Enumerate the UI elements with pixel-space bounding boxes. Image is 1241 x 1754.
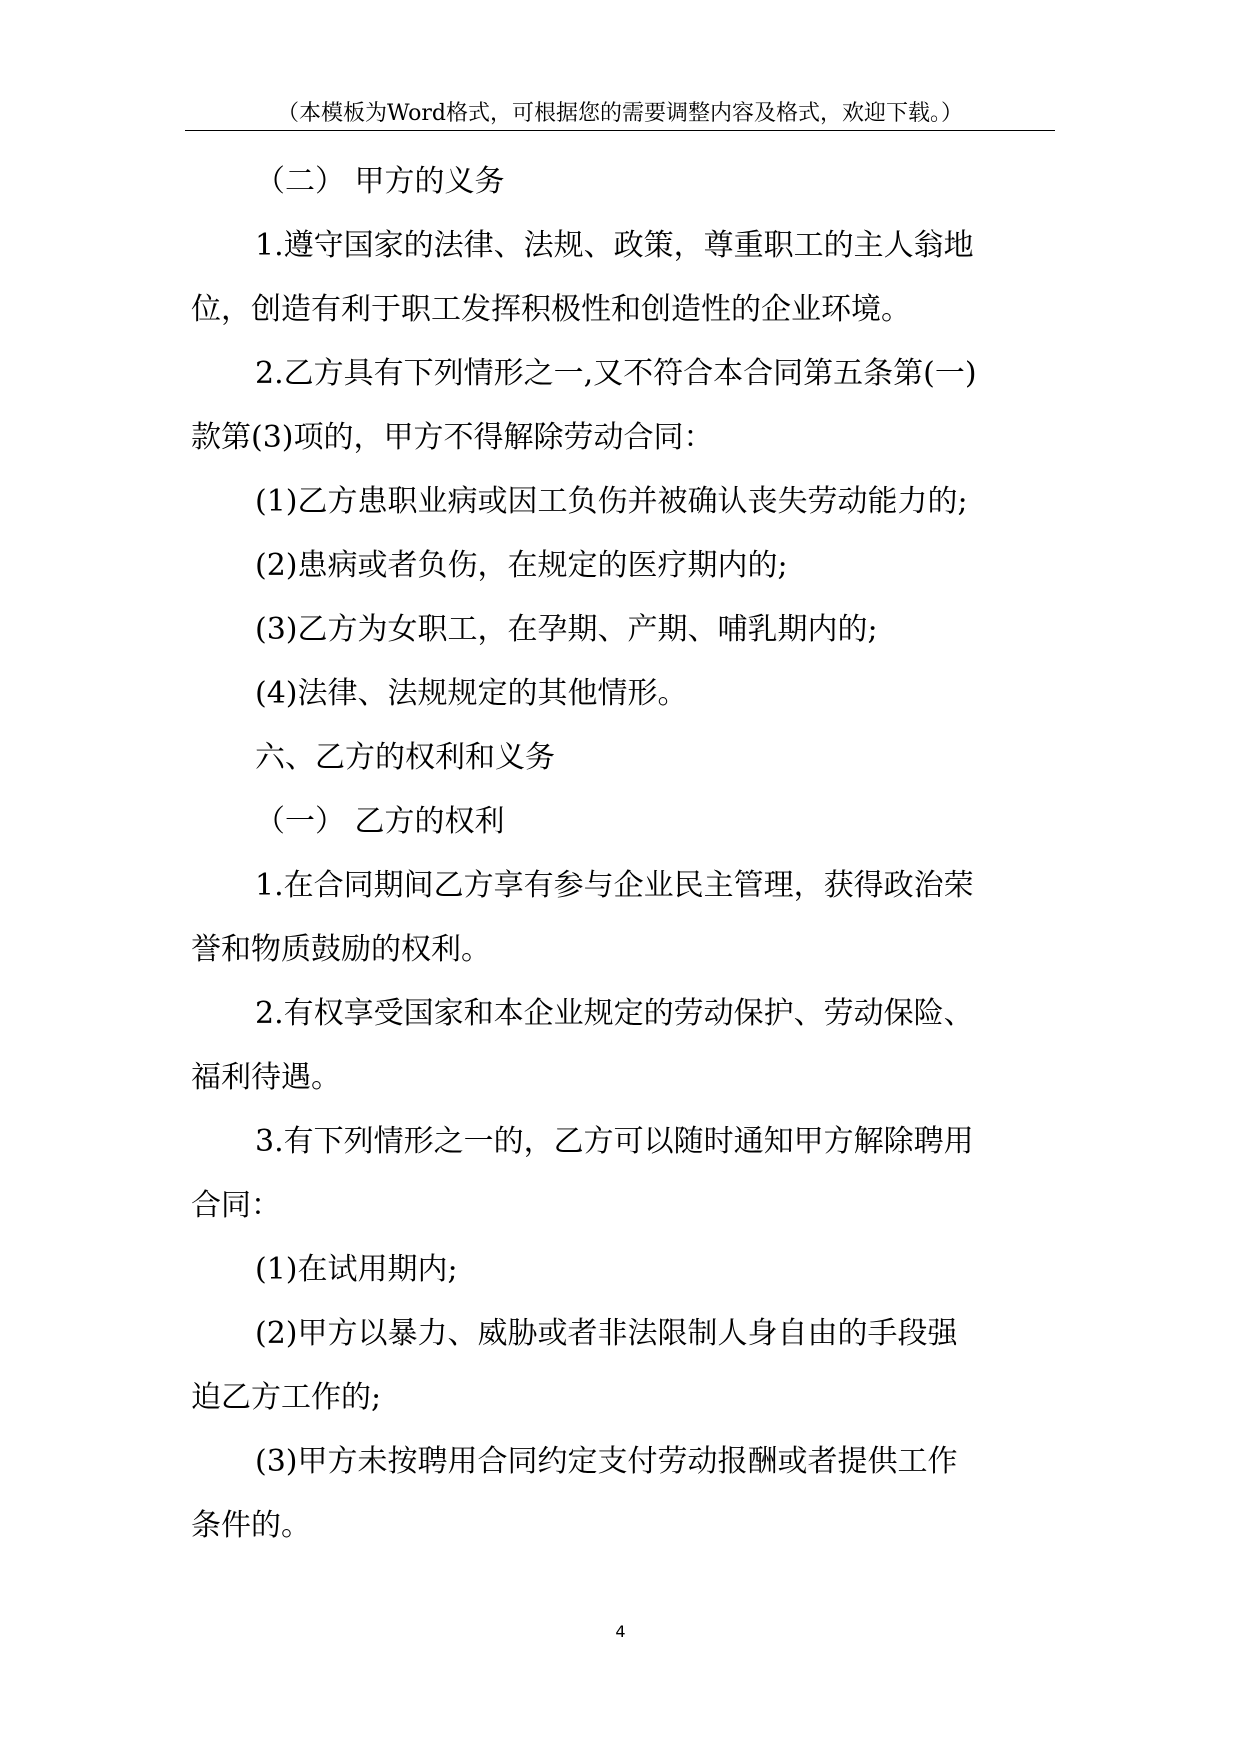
document-body — [191, 150, 1061, 1558]
paragraph — [191, 1238, 1061, 1302]
text-line: (3)甲方未按聘用合同约定支付劳动报酬或者提供工作 — [255, 1444, 958, 1479]
text-line: 3.有下列情形之一的，乙方可以随时通知甲方解除聘用 — [255, 1124, 974, 1159]
paragraph — [191, 534, 1061, 598]
header-note: （本模板为Word格式，可根据您的需要调整内容及格式，欢迎下载。） — [277, 101, 963, 126]
text-line: (2)患病或者负伤，在规定的医疗期内的; — [255, 548, 788, 583]
text-line: 誉和物质鼓励的权利。 — [191, 932, 491, 967]
text-line: (1)在试用期内; — [255, 1252, 458, 1287]
paragraph — [191, 598, 1061, 662]
text-line: (3)乙方为女职工，在孕期、产期、哺乳期内的; — [255, 612, 878, 647]
section-heading — [191, 726, 1061, 790]
page-number: 4 — [615, 1622, 626, 1641]
subsection-heading — [191, 790, 1061, 854]
text-line: (4)法律、法规规定的其他情形。 — [255, 676, 688, 711]
text-line: 1.遵守国家的法律、法规、政策，尊重职工的主人翁地 — [255, 228, 974, 263]
text-line: (2)甲方以暴力、威胁或者非法限制人身自由的手段强 — [255, 1316, 958, 1351]
text-line: 六、乙方的权利和义务 — [255, 740, 555, 775]
text-line: 位，创造有利于职工发挥积极性和创造性的企业环境。 — [191, 292, 911, 327]
paragraph — [191, 214, 1061, 342]
text-line: （一） 乙方的权利 — [255, 804, 505, 839]
text-line: 1.在合同期间乙方享有参与企业民主管理，获得政治荣 — [255, 868, 974, 903]
paragraph — [191, 1430, 1061, 1558]
text-line: 迫乙方工作的; — [191, 1380, 382, 1415]
paragraph — [191, 342, 1061, 470]
text-line: 福利待遇。 — [191, 1060, 341, 1095]
paragraph — [191, 470, 1061, 534]
text-line: 款第(3)项的，甲方不得解除劳动合同： — [191, 420, 714, 455]
paragraph — [191, 150, 1061, 214]
paragraph — [191, 1110, 1061, 1238]
text-line: （二） 甲方的义务 — [255, 164, 505, 199]
paragraph — [191, 1302, 1061, 1430]
text-line: 2.有权享受国家和本企业规定的劳动保护、劳动保险、 — [255, 996, 974, 1031]
text-line: 合同： — [191, 1188, 281, 1223]
paragraph — [191, 662, 1061, 726]
header-divider — [185, 130, 1055, 131]
text-line: 2.乙方具有下列情形之一,又不符合本合同第五条第(一) — [255, 356, 977, 391]
text-line: 条件的。 — [191, 1508, 311, 1543]
text-line: (1)乙方患职业病或因工负伤并被确认丧失劳动能力的; — [255, 484, 968, 519]
paragraph — [191, 854, 1061, 982]
paragraph — [191, 982, 1061, 1110]
